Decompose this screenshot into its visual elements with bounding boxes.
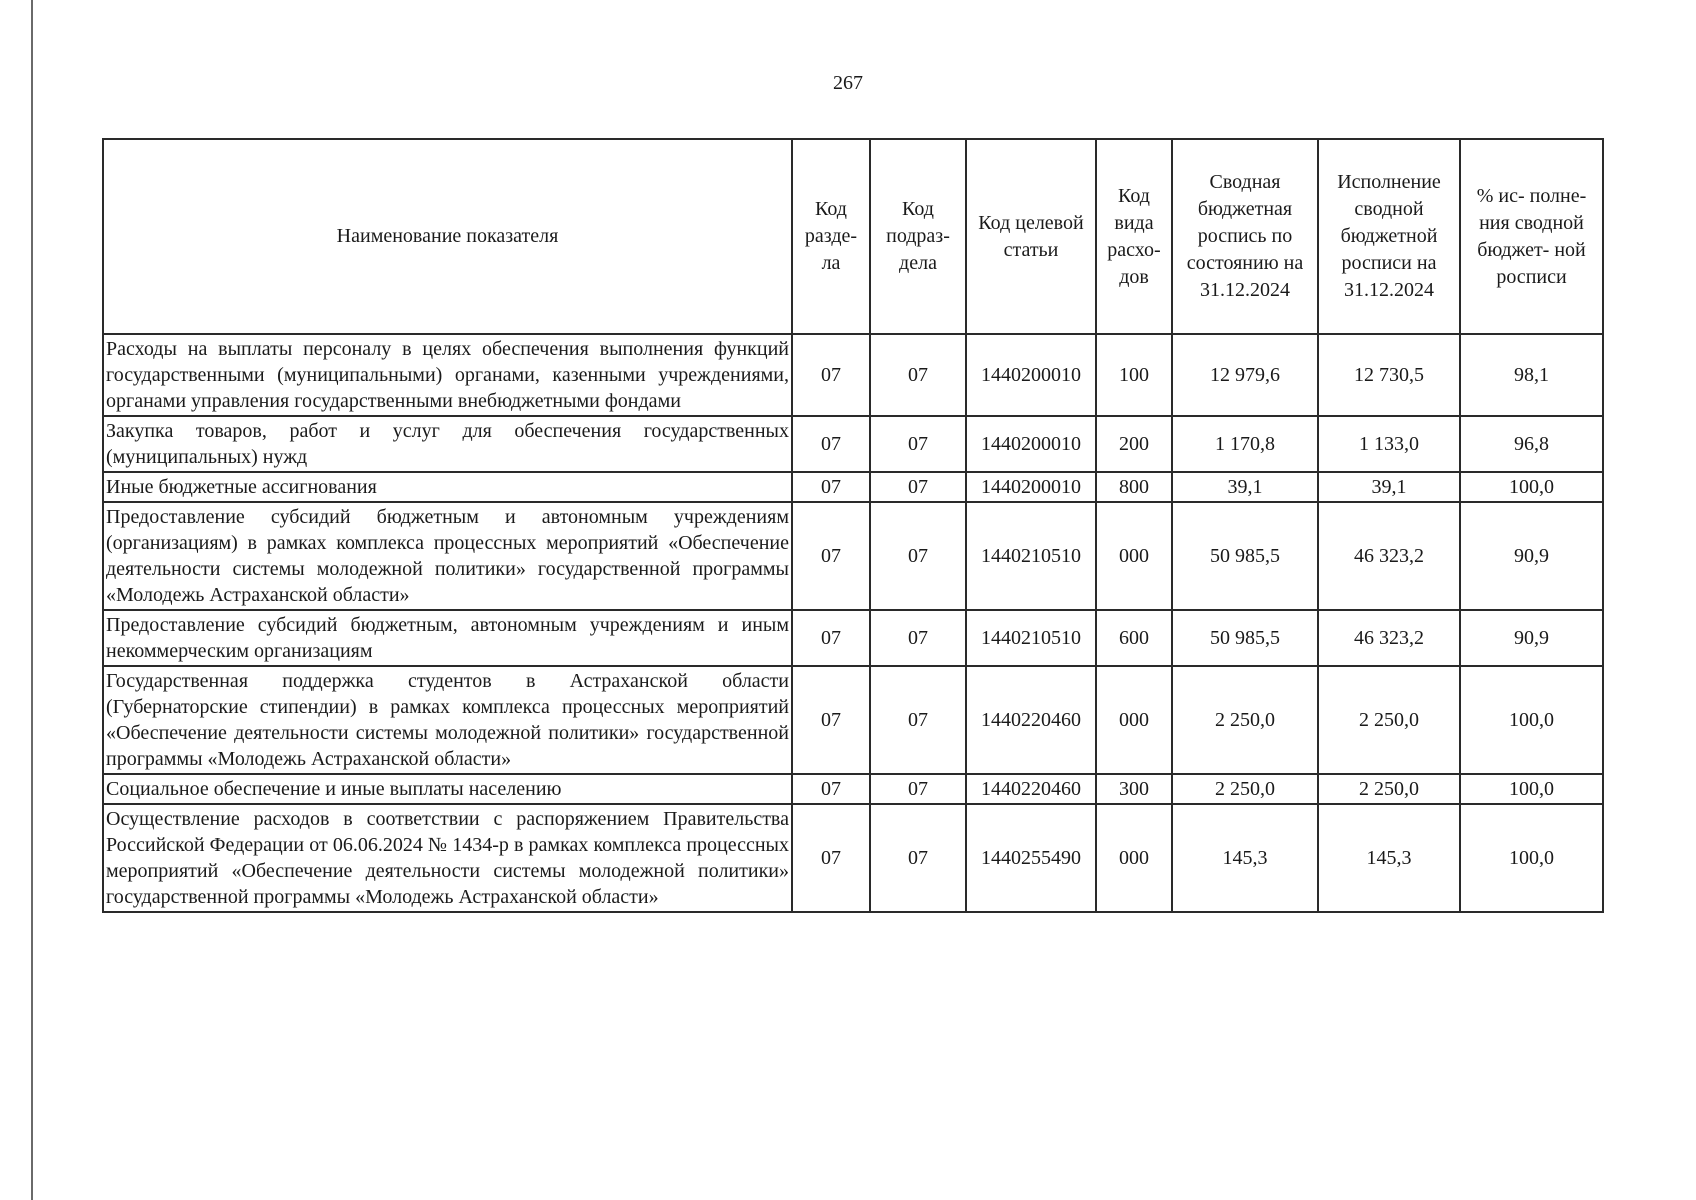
cell-exec: 46 323,2 [1318,610,1460,666]
cell-section: 07 [792,416,870,472]
cell-type: 200 [1096,416,1172,472]
table-row [103,472,1603,502]
header-target-code: Код целевой статьи [966,139,1096,334]
cell-exec: 2 250,0 [1318,774,1460,804]
cell-exec: 39,1 [1318,472,1460,502]
cell-type: 600 [1096,610,1172,666]
cell-name: Предоставление субсидий бюджетным и автономным учреждениям (организациям) в рамках комплекса процессных мероприятий «Обеспечение деятельности системы молодежной политики» государственной программы «Молодежь Астраханской области» [103,502,792,610]
left-margin-rule [31,0,33,1200]
cell-target: 1440200010 [966,416,1096,472]
cell-target: 1440255490 [966,804,1096,912]
cell-percent: 100,0 [1460,472,1603,502]
header-section-code: Код разде- ла [792,139,870,334]
cell-name: Иные бюджетные ассигнования [103,472,792,502]
cell-subsection: 07 [870,502,966,610]
cell-plan: 50 985,5 [1172,502,1318,610]
page-number: 267 [833,72,863,94]
cell-target: 1440210510 [966,502,1096,610]
cell-subsection: 07 [870,472,966,502]
cell-subsection: 07 [870,804,966,912]
cell-plan: 39,1 [1172,472,1318,502]
header-consolidated-list: Сводная бюджетная роспись по состоянию на 31.12.2024 [1172,139,1318,334]
cell-percent: 90,9 [1460,610,1603,666]
cell-plan: 2 250,0 [1172,666,1318,774]
cell-name: Социальное обеспечение и иные выплаты населению [103,774,792,804]
cell-subsection: 07 [870,416,966,472]
cell-exec: 2 250,0 [1318,666,1460,774]
header-name: Наименование показателя [103,139,792,334]
cell-subsection: 07 [870,334,966,416]
cell-plan: 2 250,0 [1172,774,1318,804]
cell-section: 07 [792,666,870,774]
cell-type: 000 [1096,502,1172,610]
cell-section: 07 [792,804,870,912]
cell-percent: 100,0 [1460,666,1603,774]
cell-target: 1440200010 [966,334,1096,416]
cell-target: 1440220460 [966,666,1096,774]
cell-target: 1440200010 [966,472,1096,502]
cell-type: 000 [1096,804,1172,912]
cell-percent: 90,9 [1460,502,1603,610]
cell-subsection: 07 [870,774,966,804]
cell-section: 07 [792,502,870,610]
cell-type: 300 [1096,774,1172,804]
table-row [103,774,1603,804]
cell-percent: 96,8 [1460,416,1603,472]
cell-type: 000 [1096,666,1172,774]
cell-percent: 98,1 [1460,334,1603,416]
cell-section: 07 [792,334,870,416]
cell-plan: 12 979,6 [1172,334,1318,416]
cell-plan: 145,3 [1172,804,1318,912]
cell-plan: 50 985,5 [1172,610,1318,666]
table-row [103,502,1603,610]
cell-name: Государственная поддержка студентов в Астраханской области (Губернаторские стипендии) в рамках комплекса процессных мероприятий «Обеспечение деятельности системы молодежной политики» государственной программы «Молодежь Астраханской области» [103,666,792,774]
budget-execution-table [102,138,1604,913]
cell-subsection: 07 [870,610,966,666]
cell-plan: 1 170,8 [1172,416,1318,472]
cell-target: 1440220460 [966,774,1096,804]
cell-name: Закупка товаров, работ и услуг для обеспечения государственных (муниципальных) нужд [103,416,792,472]
cell-name: Предоставление субсидий бюджетным, автономным учреждениям и иным некоммерческим организациям [103,610,792,666]
cell-exec: 12 730,5 [1318,334,1460,416]
cell-exec: 1 133,0 [1318,416,1460,472]
cell-section: 07 [792,472,870,502]
cell-type: 800 [1096,472,1172,502]
header-percent-execution: % ис- полне- ния сводной бюджет- ной росписи [1460,139,1603,334]
header-subsection-code: Код подраз- дела [870,139,966,334]
table-row [103,334,1603,416]
cell-section: 07 [792,610,870,666]
table-row [103,416,1603,472]
cell-name: Осуществление расходов в соответствии с распоряжением Правительства Российской Федерации от 06.06.2024 № 1434-р в рамках комплекса процессных мероприятий «Обеспечение деятельности системы молодежной политики» государственной программы «Молодежь Астраханской области» [103,804,792,912]
header-expense-type-code: Код вида расхо- дов [1096,139,1172,334]
cell-percent: 100,0 [1460,774,1603,804]
cell-section: 07 [792,774,870,804]
cell-name: Расходы на выплаты персоналу в целях обеспечения выполнения функций государственными (муниципальными) органами, казенными учреждениями, органами управления государственными внебюджетными фондами [103,334,792,416]
cell-exec: 145,3 [1318,804,1460,912]
cell-subsection: 07 [870,666,966,774]
cell-percent: 100,0 [1460,804,1603,912]
table-row [103,804,1603,912]
table-row [103,666,1603,774]
cell-target: 1440210510 [966,610,1096,666]
table-header-row [103,139,1603,334]
cell-exec: 46 323,2 [1318,502,1460,610]
cell-type: 100 [1096,334,1172,416]
header-execution: Исполнение сводной бюджетной росписи на 31.12.2024 [1318,139,1460,334]
table-row [103,610,1603,666]
